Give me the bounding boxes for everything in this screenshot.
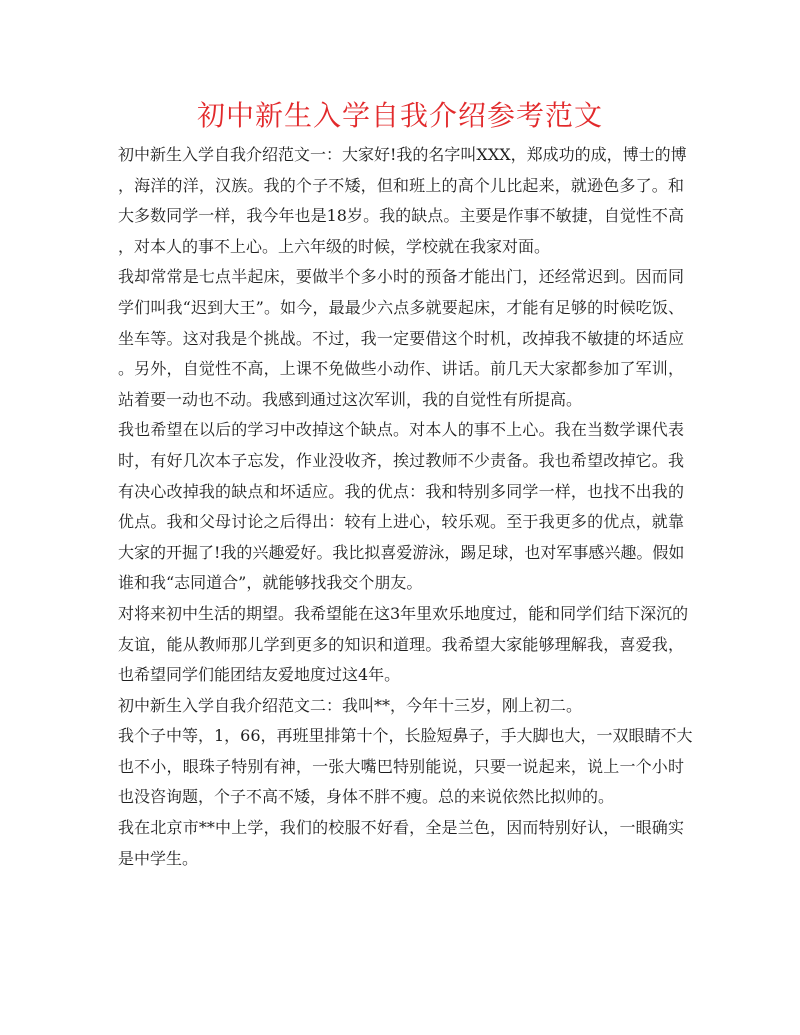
paragraph <box>118 721 693 813</box>
paragraph-line: ，海洋的洋，汉族。我的个子不矮，但和班上的高个儿比起来，就逊色多了。和 <box>118 175 684 195</box>
document-body <box>118 140 693 874</box>
paragraph-line: 也不小，眼珠子特别有神，一张大嘴巴特别能说，只要一说起来，说上一个小时 <box>118 756 684 776</box>
paragraph <box>118 813 684 874</box>
paragraph-line: 站着要一动也不动。我感到通过这次军训，我的自觉性有所提高。 <box>118 389 583 409</box>
paragraph-line: 学们叫我“迟到大王”。如今，最最少六点多就要起床，才能有足够的时候吃饭、 <box>118 297 684 317</box>
paragraph-line: 优点。我和父母讨论之后得出：较有上进心，较乐观。至于我更多的优点，就靠 <box>118 512 684 532</box>
paragraph-line: 也没咨询题，个子不高不矮，身体不胖不瘦。总的来说依然比拟帅的。 <box>118 787 615 807</box>
paragraph <box>118 262 684 415</box>
paragraph-line: 。另外，自觉性不高，上课不免做些小动作、讲话。前几天大家都参加了军训， <box>118 359 684 379</box>
paragraph-line: 我个子中等，1，66，再班里排第十个，长脸短鼻子，手大脚也大，一双眼睛不大 <box>118 726 693 746</box>
paragraph-line: ，对本人的事不上心。上六年级的时候，学校就在我家对面。 <box>118 236 551 256</box>
paragraph-line: 初中新生入学自我介绍范文一：大家好!我的名字叫XXX，郑成功的成，博士的博 <box>118 145 687 164</box>
paragraph-line: 友谊，能从教师那儿学到更多的知识和道理。我希望大家能够理解我，喜爱我， <box>118 634 684 654</box>
paragraph-line: 对将来初中生活的期望。我希望能在这3年里欢乐地度过，能和同学们结下深沉的 <box>118 603 689 623</box>
paragraph-line: 有决心改掉我的缺点和坏适应。我的优点：我和特别多同学一样，也找不出我的 <box>118 481 684 501</box>
paragraph-line: 是中学生。 <box>118 848 199 868</box>
paragraph-line: 谁和我“志同道合”，就能够找我交个朋友。 <box>118 573 423 593</box>
paragraph-line: 时，有好几次本子忘发，作业没收齐，挨过教师不少责备。我也希望改掉它。我 <box>118 450 684 470</box>
paragraph <box>118 691 684 722</box>
paragraph-line: 我却常常是七点半起床，要做半个多小时的预备才能出门，还经常迟到。因而同 <box>118 267 684 287</box>
paragraph-line: 初中新生入学自我介绍范文二：我叫**，今年十三岁，刚上初二。 <box>118 695 583 715</box>
paragraph-line: 大家的开掘了!我的兴趣爱好。我比拟喜爱游泳，踢足球，也对军事感兴趣。假如 <box>118 542 685 562</box>
paragraph <box>118 415 684 599</box>
paragraph <box>118 599 689 691</box>
paragraph-line: 坐车等。这对我是个挑战。不过，我一定要借这个时机，改掉我不敏捷的坏适应 <box>118 328 684 348</box>
paragraph <box>118 140 687 262</box>
paragraph-line: 大多数同学一样，我今年也是18岁。我的缺点。主要是作事不敏捷，自觉性不高 <box>118 206 684 226</box>
paragraph-line: 我在北京市**中上学，我们的校服不好看，全是兰色，因而特别好认，一眼确实 <box>118 818 684 838</box>
paragraph-line: 也希望同学们能团结友爱地度过这4年。 <box>118 665 401 685</box>
document-title: 初中新生入学自我介绍参考范文 <box>196 99 603 132</box>
paragraph-line: 我也希望在以后的学习中改掉这个缺点。对本人的事不上心。我在当数学课代表 <box>118 420 684 440</box>
